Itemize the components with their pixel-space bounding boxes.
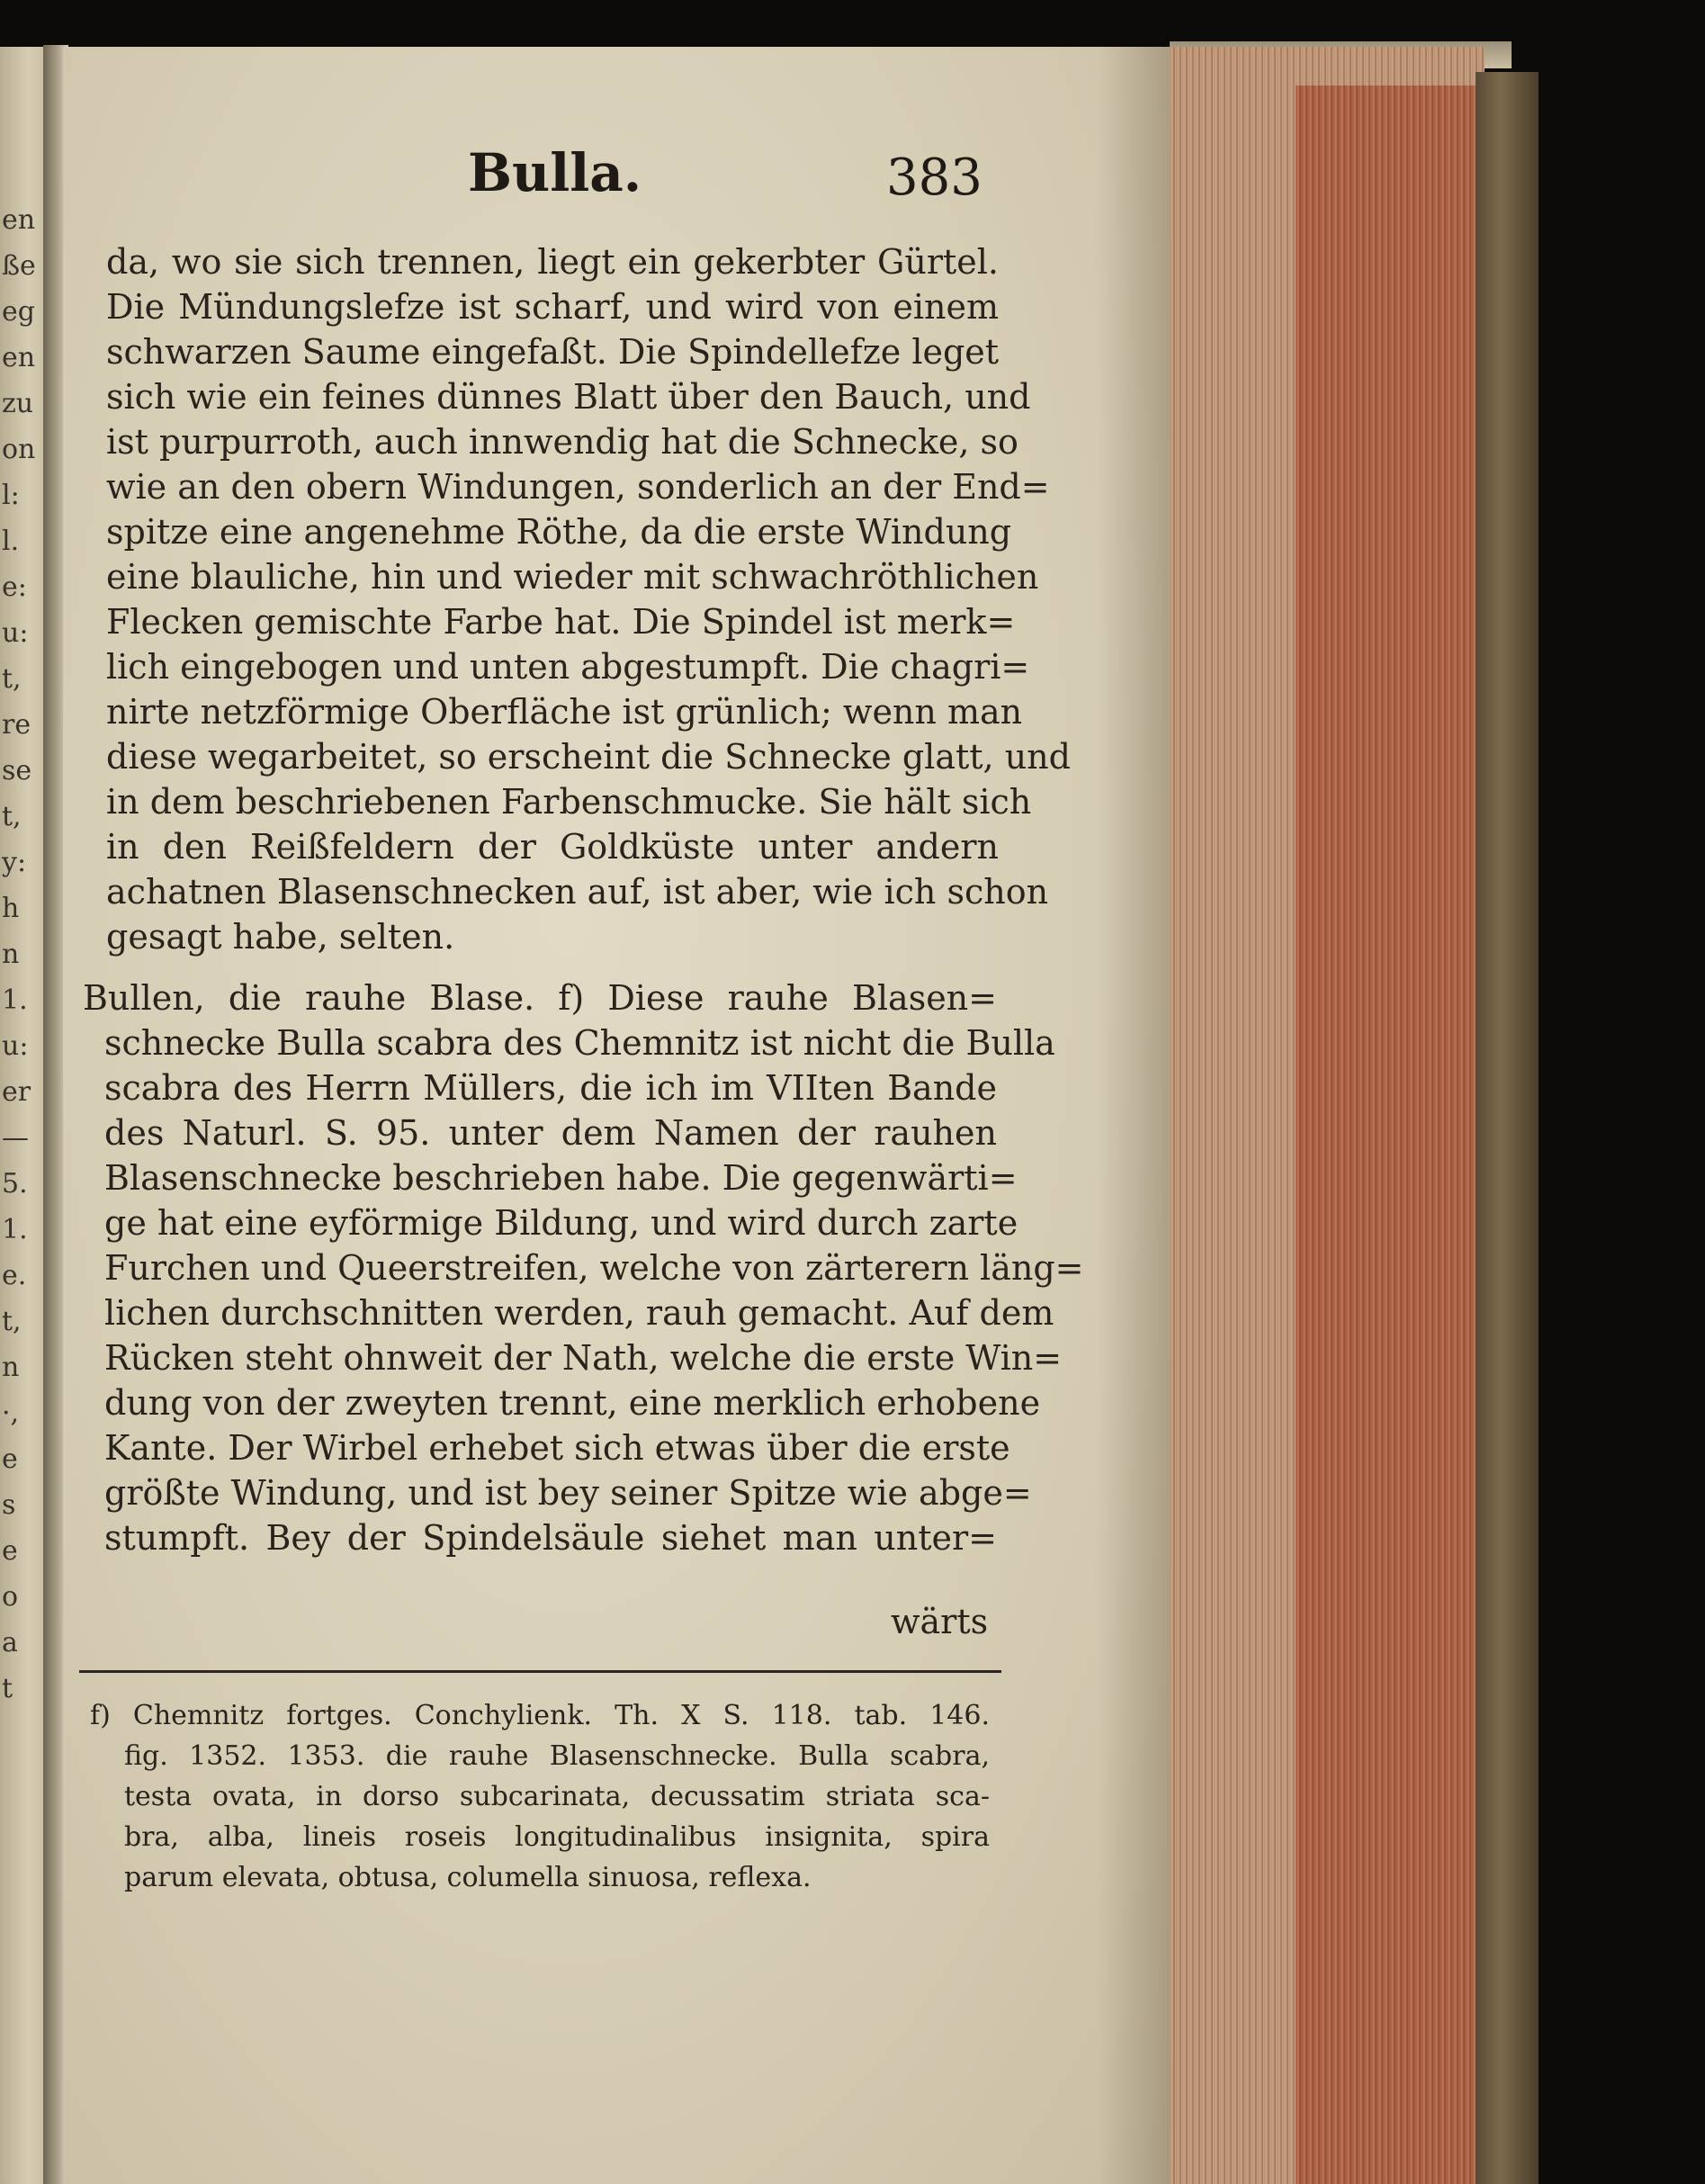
left-page-fragment: 1.	[2, 984, 28, 1016]
body-line: ge hat eine eyförmige Bildung, und wird durch zarte	[104, 1203, 1019, 1243]
left-page-fragment: s	[2, 1489, 16, 1521]
left-page-fragment: y:	[2, 847, 27, 878]
left-page-fragment: t	[2, 1673, 13, 1704]
left-page-fragment: t,	[2, 1306, 22, 1337]
catchword: wärts	[891, 1602, 989, 1641]
body-line: des Naturl. S. 95. unter dem Namen der rauhen	[104, 1113, 997, 1153]
body-line: lichen durchschnitten werden, rauh gemacht. Auf dem	[104, 1293, 1054, 1333]
body-line: sich wie ein feines dünnes Blatt über den Bauch, und	[106, 377, 1031, 417]
left-page-fragment: se	[2, 755, 32, 786]
left-page-fragment: en	[2, 342, 36, 373]
left-page-fragment: t,	[2, 663, 22, 695]
body-line: Flecken gemischte Farbe hat. Die Spindel ist merk=	[106, 602, 1016, 642]
body-line: in dem beschriebenen Farbenschmucke. Sie hält sich	[106, 782, 1032, 822]
left-page-fragment: l:	[2, 480, 20, 511]
body-line: stumpft. Bey der Spindelsäule siehet man unter=	[104, 1518, 997, 1558]
body-line: dung von der zweyten trennt, eine merklich erhobene	[104, 1383, 1041, 1423]
page-number: 383	[886, 148, 983, 207]
running-head: Bulla.	[468, 142, 642, 203]
left-page-fragment: u:	[2, 617, 29, 649]
body-line: Kante. Der Wirbel erhebet sich etwas über die erste	[104, 1428, 1010, 1468]
body-line: achatnen Blasenschnecken auf, ist aber, wie ich schon	[106, 872, 1049, 912]
left-page-fragment: e:	[2, 571, 27, 603]
book-cover-edge	[1476, 72, 1539, 2184]
body-line: spitze eine angenehme Röthe, da die erste Windung	[106, 512, 1012, 552]
left-page-fragment: zu	[2, 388, 34, 419]
left-page-fragment: n	[2, 1352, 20, 1383]
footnote-line: bra, alba, lineis roseis longitudinalibus insignita, spira	[124, 1821, 990, 1853]
body-line: in den Reißfeldern der Goldküste unter andern	[106, 827, 999, 867]
left-facing-page	[0, 47, 47, 2184]
footnote-line: f) Chemnitz fortges. Conchylienk. Th. X S. 118. tab. 146.	[90, 1700, 990, 1731]
left-page-fragment: o	[2, 1581, 19, 1613]
body-line: scabra des Herrn Müllers, die ich im VIIten Bande	[104, 1068, 997, 1108]
left-page-fragment: e	[2, 1535, 18, 1567]
body-line: nirte netzförmige Oberfläche ist grünlich; wenn man	[106, 692, 1023, 732]
left-page-fragment: l.	[2, 526, 20, 557]
left-page-fragment: e	[2, 1443, 18, 1475]
left-page-fragment: re	[2, 709, 31, 741]
page-edges-red	[1296, 85, 1476, 2184]
body-line: Blasenschnecke beschrieben habe. Die gegenwärti=	[104, 1158, 1018, 1198]
footnote-line: fig. 1352. 1353. die rauhe Blasenschnecke. Bulla scabra,	[124, 1740, 990, 1772]
left-page-fragment: eg	[2, 296, 35, 328]
body-line: lich eingebogen und unten abgestumpft. Die chagri=	[106, 647, 1030, 687]
body-line: ist purpurroth, auch innwendig hat die Schnecke, so	[106, 422, 1019, 462]
body-line: gesagt habe, selten.	[106, 917, 455, 957]
left-page-fragment: er	[2, 1076, 31, 1108]
footnote-line: testa ovata, in dorso subcarinata, decussatim striata sca-	[124, 1781, 990, 1812]
left-page-fragment: 5.	[2, 1168, 28, 1200]
left-page-fragment: ·,	[2, 1398, 20, 1429]
left-page-fragment: —	[2, 1122, 29, 1154]
body-line: Die Mündungslefze ist scharf, und wird von einem	[106, 287, 999, 327]
left-page-fragment: 1.	[2, 1214, 28, 1245]
body-line: da, wo sie sich trennen, liegt ein gekerbter Gürtel.	[106, 242, 999, 282]
left-page-fragment: on	[2, 434, 36, 465]
left-page-fragment: h	[2, 893, 20, 924]
body-line: Rücken steht ohnweit der Nath, welche die erste Win=	[104, 1338, 1063, 1378]
footnote-rule	[79, 1670, 1001, 1673]
body-line: Furchen und Queerstreifen, welche von zärterern läng=	[104, 1248, 1084, 1288]
body-line: wie an den obern Windungen, sonderlich an der End=	[106, 467, 1050, 507]
left-page-fragment: u:	[2, 1030, 29, 1062]
left-page-fragment: n	[2, 939, 20, 970]
body-line: eine blauliche, hin und wieder mit schwachröthlichen	[106, 557, 1039, 597]
left-page-fragment: t,	[2, 801, 22, 832]
left-page-fragment: e.	[2, 1260, 27, 1291]
footnote-line: parum elevata, obtusa, columella sinuosa, reflexa.	[124, 1862, 812, 1893]
left-page-fragment: en	[2, 204, 36, 236]
left-page-fragment: a	[2, 1627, 18, 1658]
body-line: Bullen, die rauhe Blase. f) Diese rauhe Blasen=	[83, 978, 997, 1018]
body-line: größte Windung, und ist bey seiner Spitze wie abge=	[104, 1473, 1032, 1513]
body-line: schnecke Bulla scabra des Chemnitz ist nicht die Bulla	[104, 1023, 1055, 1063]
body-line: diese wegarbeitet, so erscheint die Schnecke glatt, und	[106, 737, 1071, 777]
body-line: schwarzen Saume eingefaßt. Die Spindellefze leget	[106, 332, 1000, 372]
left-page-fragment: ße	[2, 250, 36, 282]
